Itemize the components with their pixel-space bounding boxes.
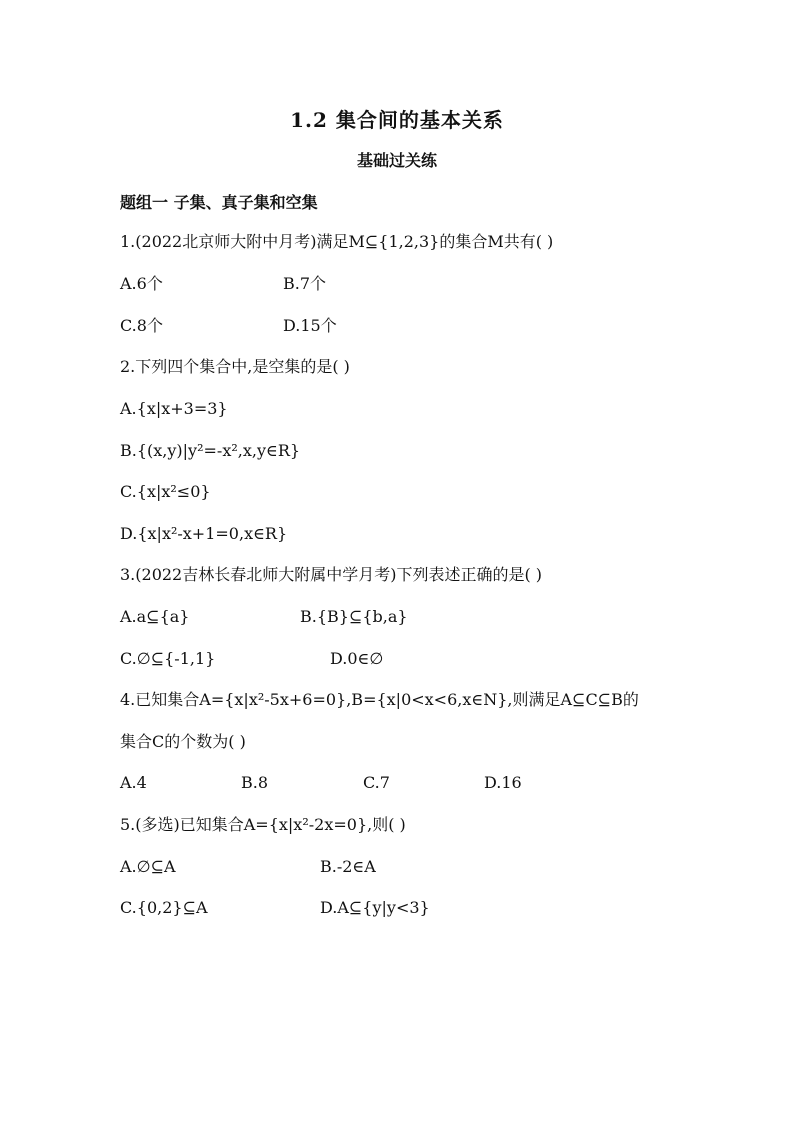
question-3-stem: 3.(2022吉林长春北师大附属中学月考)下列表述正确的是( ) bbox=[120, 565, 543, 584]
question-2-stem: 2.下列四个集合中,是空集的是( ) bbox=[120, 357, 350, 376]
question-1-option-a: A.6个 bbox=[120, 274, 163, 293]
question-4-option-a: A.4 bbox=[120, 773, 147, 792]
question-1-option-b: B.7个 bbox=[283, 274, 327, 293]
question-5-stem: 5.(多选)已知集合A={x|x²-2x=0},则( ) bbox=[120, 815, 406, 834]
question-2-option-a: A.{x|x+3=3} bbox=[120, 399, 228, 418]
question-1-option-c: C.8个 bbox=[120, 316, 163, 335]
question-1-option-d: D.15个 bbox=[283, 316, 337, 335]
question-3-option-c: C.∅⊆{-1,1} bbox=[120, 649, 216, 668]
page-title: 1.2 集合间的基本关系 bbox=[290, 108, 504, 132]
question-5-option-d: D.A⊆{y|y<3} bbox=[320, 898, 430, 917]
section-subtitle: 基础过关练 bbox=[356, 151, 437, 170]
question-2-option-d: D.{x|x²-x+1=0,x∈R} bbox=[120, 524, 288, 543]
question-4-option-c: C.7 bbox=[363, 773, 390, 792]
question-3-option-b: B.{B}⊆{b,a} bbox=[300, 607, 408, 626]
question-2-option-b: B.{(x,y)|y²=-x²,x,y∈R} bbox=[120, 441, 301, 460]
question-4-stem-line-2: 集合C的个数为( ) bbox=[120, 732, 246, 751]
question-5-option-a: A.∅⊆A bbox=[120, 857, 176, 876]
question-4-stem-line-1: 4.已知集合A={x|x²-5x+6=0},B={x|0<x<6,x∈N},则满足A⊆C⊆B的 bbox=[120, 690, 639, 709]
question-2-option-c: C.{x|x²≤0} bbox=[120, 482, 211, 501]
question-5-option-b: B.-2∈A bbox=[320, 857, 376, 876]
question-1-stem: 1.(2022北京师大附中月考)满足M⊆{1,2,3}的集合M共有( ) bbox=[120, 232, 554, 251]
group-heading: 题组一 子集、真子集和空集 bbox=[120, 193, 318, 212]
question-5-option-c: C.{0,2}⊆A bbox=[120, 898, 208, 917]
question-3-option-d: D.0∈∅ bbox=[330, 649, 384, 668]
question-3-option-a: A.a⊆{a} bbox=[120, 607, 190, 626]
question-4-option-d: D.16 bbox=[484, 773, 522, 792]
question-4-option-b: B.8 bbox=[241, 773, 269, 792]
